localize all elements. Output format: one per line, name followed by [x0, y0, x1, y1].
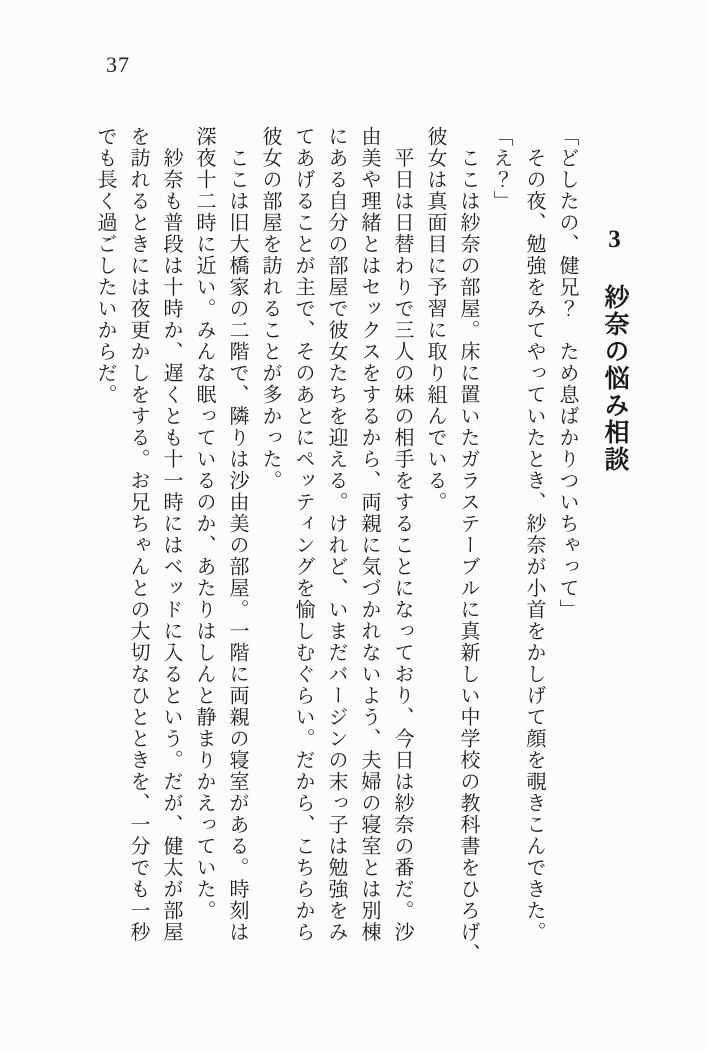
text-block	[88, 126, 637, 978]
text-line: てあげることが主で、そのあとにペッティングを愉しむぐらい。だから、こちらから	[292, 126, 314, 943]
text-line: ここは紗奈の部屋。床に置いたガラステーブルに真新しい中学校の教科書をひろげ、	[457, 126, 479, 965]
text-line: 彼女は真面目に予習に取り組んでいる。	[424, 126, 446, 513]
text-line: その夜、勉強をみてやっていたとき、紗奈が小首をかしげて顔を覗きこんできた。	[523, 126, 545, 943]
text-line: を訪れるときには夜更かしをする。お兄ちゃんとの大切なひとときを、一分でも一秒	[127, 126, 149, 943]
text-line: ここは旧大橋家の二階で、隣りは沙由美の部屋。一階に両親の寝室がある。時刻は	[226, 126, 248, 943]
text-line: 深夜十二時に近い。みんな眠っているのか、あたりはしんと静まりかえっていた。	[193, 126, 215, 922]
text-line: 彼女の部屋を訪れることが多かった。	[259, 126, 281, 492]
text-line: 「え？」	[490, 126, 512, 212]
text-line: にある自分の部屋で彼女たちを迎える。けれど、いまだバージンの末っ子は勉強をみ	[325, 126, 347, 943]
text-line: 「どしたの、健兄？ ため息ばかりついちゃって」	[556, 126, 578, 621]
text-line: でも長く過ごしたいからだ。	[94, 126, 116, 406]
text-line: 紗奈も普段は十時か、遅くとも十一時にはベッドに入るという。だが、健太が部屋	[160, 126, 182, 943]
chapter-title: 3 紗奈の悩み相談	[601, 226, 628, 473]
text-line: 平日は日替わりで三人の妹の相手をすることになっており、今日は紗奈の番だ。沙	[391, 126, 413, 943]
page-number: 37	[106, 52, 130, 77]
text-line: 由美や理緒とはセックスをするから、両親に気づかれないよう、夫婦の寝室とは別棟	[358, 126, 380, 943]
